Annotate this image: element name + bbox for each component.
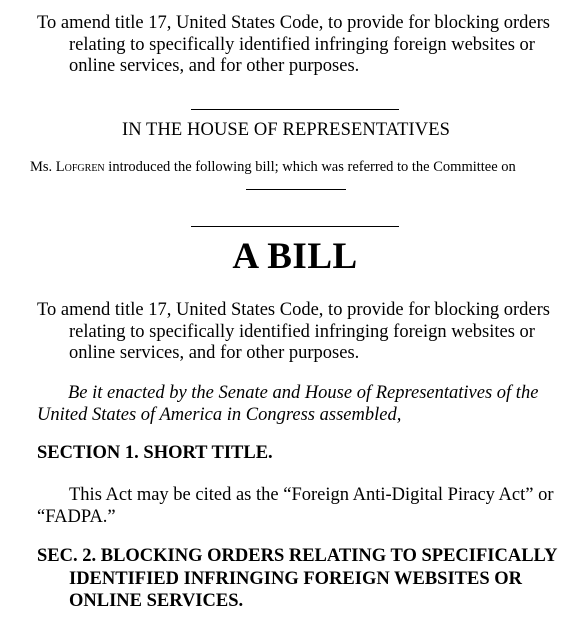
intro-suffix: introduced the following bill; which was referred to the Committee on bbox=[104, 159, 516, 175]
purpose-clause: To amend title 17, United States Code, to provide for blocking orders relating to specifically identified infringing foreign websites or online services, and for other purposes. bbox=[37, 300, 551, 363]
section-1-body: This Act may be cited as the “Foreign Anti-Digital Piracy Act” or “FADPA.” bbox=[37, 485, 554, 527]
section-2-heading: SEC. 2. BLOCKING ORDERS RELATING TO SPECIFICALLY IDENTIFIED INFRINGING FOREIGN WEBSITES OR ONLINE SERVICES. bbox=[37, 546, 557, 611]
chamber-heading: IN THE HOUSE OF REPRESENTATIVES bbox=[121, 120, 451, 140]
section-1-heading: SECTION 1. SHORT TITLE. bbox=[37, 443, 273, 463]
enacting-clause: Be it enacted by the Senate and House of Representatives of the United States of America in Congress assembled, bbox=[37, 383, 539, 425]
bill-heading: A BILL bbox=[232, 236, 358, 277]
committee-blank-rule bbox=[246, 189, 346, 190]
purpose-clause-top: To amend title 17, United States Code, to provide for blocking orders relating to specifically identified infringing foreign websites or online services, and for other purposes. bbox=[37, 13, 551, 76]
introduction-line bbox=[30, 159, 550, 176]
sponsor-name: Lofgren bbox=[55, 159, 105, 175]
divider-rule bbox=[191, 109, 399, 110]
intro-prefix: Ms. bbox=[30, 159, 56, 175]
divider-rule-2 bbox=[191, 226, 399, 227]
